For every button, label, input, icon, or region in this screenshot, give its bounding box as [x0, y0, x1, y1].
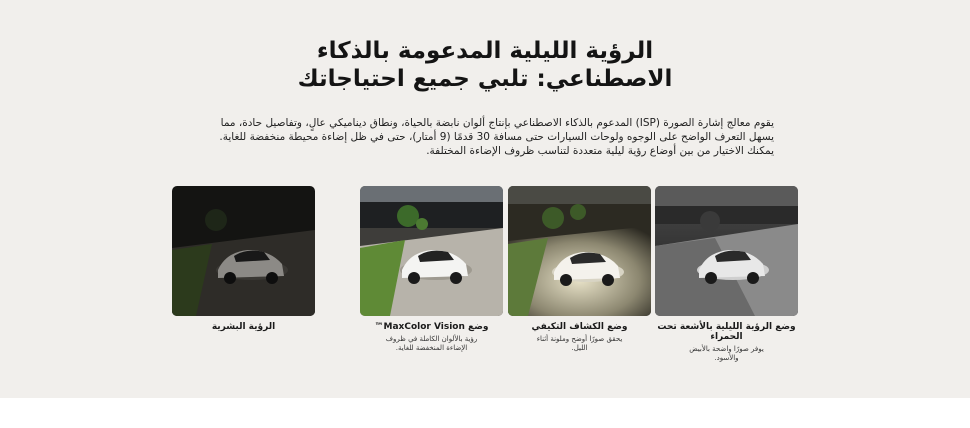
mode-title-maxcolor-vision: وضع MaxColor Vision™: [374, 322, 489, 332]
headline-line-2: الاصطناعي: تلبي جميع احتياجاتك: [297, 66, 673, 92]
mode-card-infrared[interactable]: [655, 186, 798, 363]
page-footer-area: [0, 398, 970, 428]
mode-desc-infrared-line-1: يوفر صورًا واضحة بالأبيض: [689, 345, 764, 353]
mode-desc-adaptive-line-1: يحقق صورًا أوضح وملونة أثناء: [536, 335, 623, 343]
mode-desc-maxcolor-line-1: رؤية بالألوان الكاملة في ظروف: [385, 335, 478, 343]
intro-line-2: يسهل التعرف الواضح على الوجوه ولوحات السيارات حتى مسافة 30 قدمًا (9 أمتار)، حتى في ظل إضاءة محيطة منخفضة للغاية.: [219, 131, 774, 143]
mode-title-adaptive-spotlight: وضع الكشاف التكيفي: [531, 322, 628, 332]
mode-card-adaptive-spotlight[interactable]: [508, 186, 651, 353]
intro-line-3: يمكنك الاختيار من بين أوضاع رؤية ليلية متعددة لتناسب ظروف الإضاءة المختلفة.: [426, 145, 774, 157]
mode-desc-adaptive-spotlight: [508, 335, 651, 353]
mode-title-infrared: وضع الرؤية الليلية بالأشعة تحت الحمراء: [657, 322, 796, 342]
adaptive-spotlight-car-image: [508, 186, 651, 316]
mode-desc-adaptive-line-2: الليل.: [571, 344, 588, 352]
human-vision-car-image: [172, 186, 315, 316]
mode-card-human-vision[interactable]: [172, 186, 315, 332]
mode-desc-maxcolor-vision: [360, 335, 503, 353]
intro-line-1: يقوم معالج إشارة الصورة (ISP) المدعوم بالذكاء الاصطناعي بإنتاج ألوان نابضة بالحياة، ونطاق ديناميكي عالٍ، وتفاصيل حادة، مما: [220, 117, 774, 129]
infrared-night-vision-car-image: [655, 186, 798, 316]
mode-desc-infrared-line-2: والأسود.: [714, 354, 739, 362]
mode-desc-maxcolor-line-2: الإضاءة المنخفضة للغاية.: [395, 344, 468, 352]
maxcolor-vision-car-image: [360, 186, 503, 316]
mode-desc-infrared: [655, 345, 798, 363]
mode-title-human-vision: الرؤية البشرية: [211, 322, 276, 332]
mode-card-maxcolor-vision[interactable]: [360, 186, 503, 353]
intro-paragraph: [174, 116, 774, 158]
headline-line-1: الرؤية الليلية المدعومة بالذكاء: [316, 38, 654, 64]
